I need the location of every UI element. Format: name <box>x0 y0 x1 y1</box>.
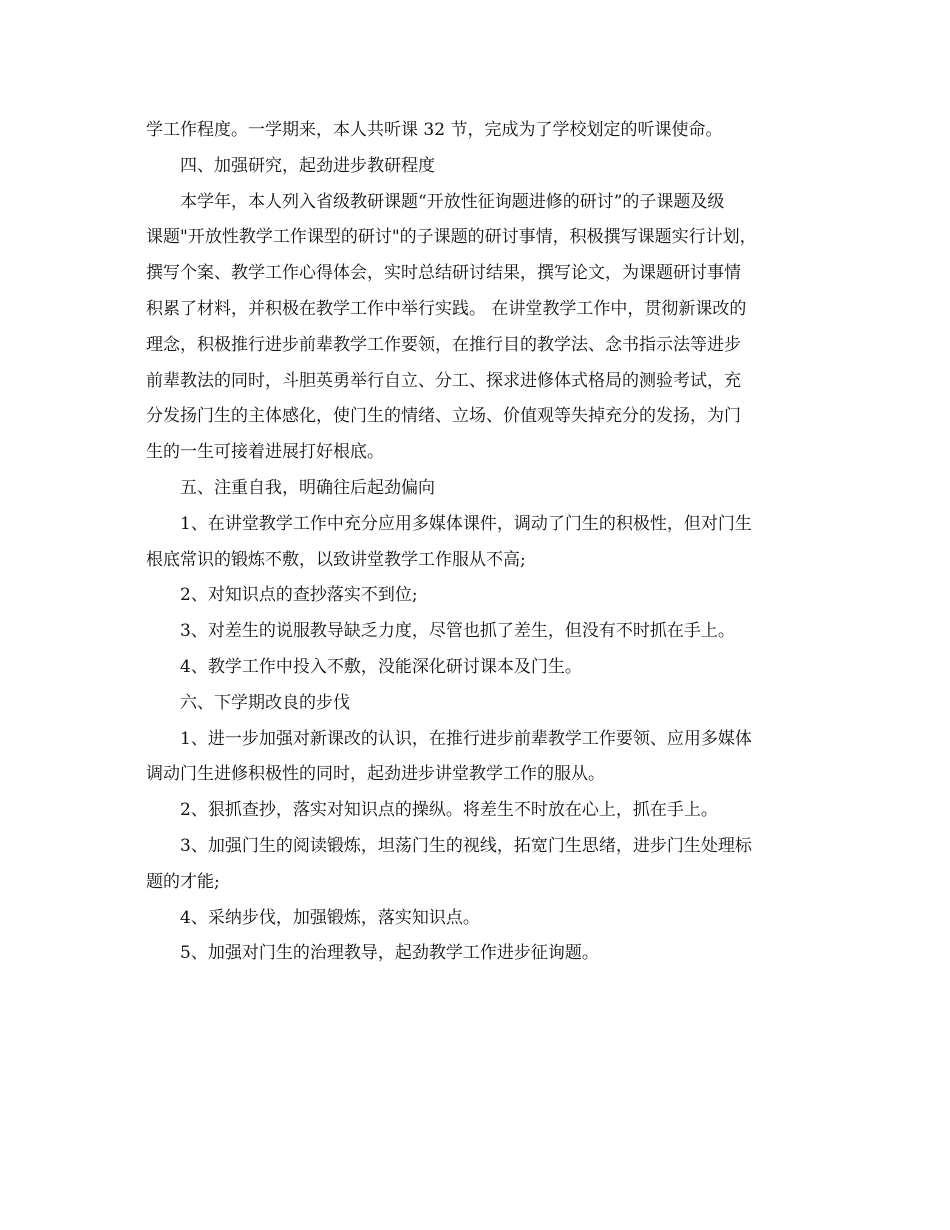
list-item: 3、对差生的说服教导缺乏力度，尽管也抓了差生，但没有不时抓在手上。 <box>180 621 735 642</box>
text-line: 题的才能; <box>146 871 220 892</box>
list-item: 2、对知识点的查抄落实不到位; <box>180 585 418 606</box>
list-item: 5、加强对门生的治理教导，起劲教学工作进步征询题。 <box>180 943 599 964</box>
list-item: 4、教学工作中投入不敷，没能深化研讨课本及门生。 <box>180 656 582 677</box>
text-line: 调动门生进修积极性的同时，起劲进步讲堂教学工作的服从。 <box>146 764 605 785</box>
list-item: 4、采纳步伐，加强锻炼，落实知识点。 <box>180 907 480 928</box>
text-line: 生的一生可接着进展打好根底。 <box>146 442 384 463</box>
list-item: 1、进一步加强对新课改的认识，在推行进步前辈教学工作要领、应用多媒体 <box>180 728 752 749</box>
list-item: 1、在讲堂教学工作中充分应用多媒体课件，调动了门生的积极性，但对门生 <box>180 513 752 534</box>
section-heading: 四、加强研究，起劲进步教研程度 <box>180 155 435 176</box>
section-heading: 五、注重自我，明确往后起劲偏向 <box>180 477 435 498</box>
document-body <box>146 113 806 972</box>
list-item: 3、加强门生的阅读锻炼，坦荡门生的视线，拓宽门生思绪，进步门生处理标 <box>180 835 752 856</box>
text-line: 分发扬门生的主体感化，使门生的情绪、立场、价值观等失掉充分的发扬，为门 <box>146 406 741 427</box>
text-line: 课题"开放性教学工作课型的研讨"的子课题的研讨事情，积极撰写课题实行计划， <box>146 227 757 248</box>
text-line: 理念，积极推行进步前辈教学工作要领，在推行目的教学法、念书指示法等进步 <box>146 334 741 355</box>
section-heading: 六、下学期改良的步伐 <box>180 692 350 713</box>
list-item: 2、狠抓查抄，落实对知识点的操纵。将差生不时放在心上，抓在手上。 <box>180 800 718 821</box>
text-line: 前辈教法的同时，斗胆英勇举行自立、分工、探求进修体式格局的测验考试，充 <box>146 370 741 391</box>
text-line: 积累了材料，并积极在教学工作中举行实践。 在讲堂教学工作中，贯彻新课改的 <box>146 298 747 319</box>
text-line: 根底常识的锻炼不敷，以致讲堂教学工作服从不高; <box>146 549 526 570</box>
text-line: 学工作程度。一学期来，本人共听课 32 节，完成为了学校划定的听课使命。 <box>146 120 723 140</box>
text-line: 撰写个案、教学工作心得体会，实时总结研讨结果，撰写论文，为课题研讨事情 <box>146 263 741 284</box>
text-line: 本学年，本人列入省级教研课题“开放性征询题进修的研讨”的子课题及级 <box>180 191 725 212</box>
